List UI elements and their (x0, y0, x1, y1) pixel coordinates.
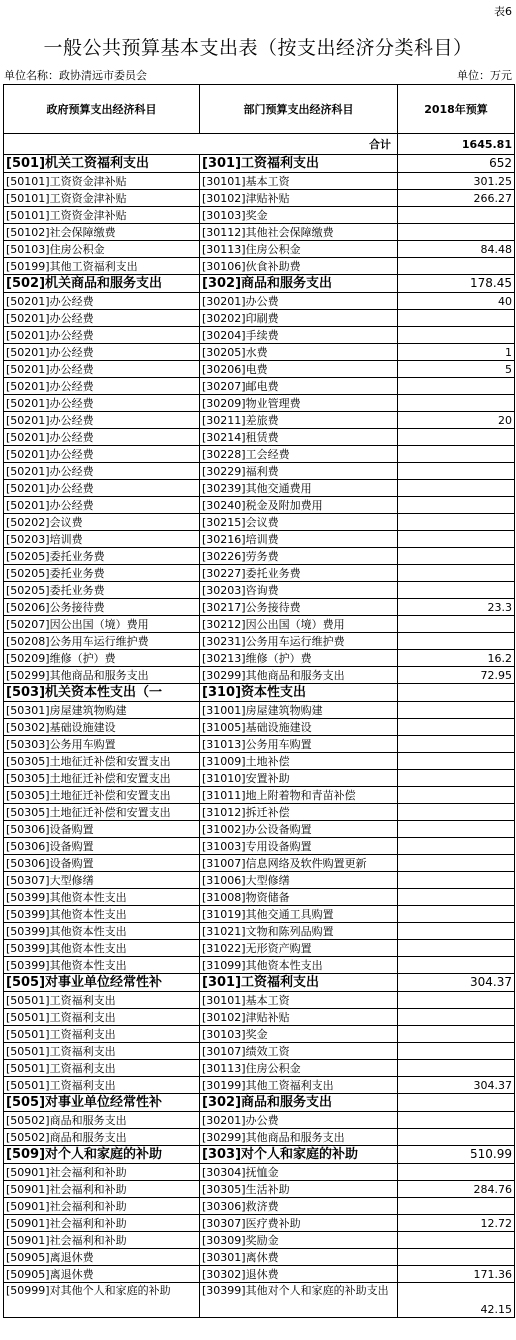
table-row (4, 293, 515, 310)
gov-subject-cell: [50299]其他商品和服务支出 (4, 667, 200, 684)
table-row (4, 1198, 515, 1215)
dept-subject-cell: [31002]办公设备购置 (200, 821, 398, 838)
dept-subject-cell: [30307]医疗费补助 (200, 1215, 398, 1232)
table-row (4, 463, 515, 480)
dept-subject-cell: [31010]安置补助 (200, 770, 398, 787)
dept-subject-cell: [30103]奖金 (200, 1026, 398, 1043)
dept-subject-cell: [30215]会议费 (200, 514, 398, 531)
amount-cell: 72.95 (398, 667, 515, 684)
gov-subject-cell: [50301]房屋建筑物购建 (4, 702, 200, 719)
table-row (4, 395, 515, 412)
gov-subject-cell: [50205]委托业务费 (4, 565, 200, 582)
gov-subject-cell: [50305]土地征迁补偿和安置支出 (4, 753, 200, 770)
gov-subject-cell: [50201]办公经费 (4, 378, 200, 395)
table-row (4, 582, 515, 599)
gov-subject-cell: [50303]公务用车购置 (4, 736, 200, 753)
amount-cell (398, 906, 515, 923)
dept-subject-cell: [310]资本性支出 (200, 684, 398, 702)
dept-subject-cell: [30299]其他商品和服务支出 (200, 667, 398, 684)
amount-cell: 12.72 (398, 1215, 515, 1232)
gov-subject-cell: [50901]社会福利和补助 (4, 1164, 200, 1181)
amount-cell: 5 (398, 361, 515, 378)
dept-subject-cell: [31013]公务用车购置 (200, 736, 398, 753)
gov-subject-cell: [50201]办公经费 (4, 327, 200, 344)
gov-subject-cell: [50201]办公经费 (4, 344, 200, 361)
dept-subject-cell: [30301]离休费 (200, 1249, 398, 1266)
amount-cell (398, 1198, 515, 1215)
dept-subject-cell: [302]商品和服务支出 (200, 1094, 398, 1112)
dept-subject-cell: [30102]津贴补贴 (200, 190, 398, 207)
category-row (4, 974, 515, 992)
amount-cell: 266.27 (398, 190, 515, 207)
gov-subject-cell: [50205]委托业务费 (4, 582, 200, 599)
gov-subject-cell: [50205]委托业务费 (4, 548, 200, 565)
table-row (4, 923, 515, 940)
dept-subject-cell: [31012]拆迁补偿 (200, 804, 398, 821)
table-row (4, 770, 515, 787)
table-row (4, 957, 515, 974)
gov-subject-cell: [50901]社会福利和补助 (4, 1181, 200, 1198)
gov-subject-cell: [50502]商品和服务支出 (4, 1112, 200, 1129)
dept-subject-cell: [30113]住房公积金 (200, 241, 398, 258)
gov-subject-cell: [50502]商品和服务支出 (4, 1129, 200, 1146)
dept-subject-cell: [30299]其他商品和服务支出 (200, 1129, 398, 1146)
table-row (4, 361, 515, 378)
dept-subject-cell: [30101]基本工资 (200, 173, 398, 190)
dept-subject-cell: [30103]奖金 (200, 207, 398, 224)
amount-cell (398, 497, 515, 514)
dept-subject-cell: [30209]物业管理费 (200, 395, 398, 412)
table-row (4, 1283, 515, 1318)
table-row (4, 633, 515, 650)
table-row (4, 531, 515, 548)
amount-cell (398, 684, 515, 702)
table-row (4, 1249, 515, 1266)
gov-subject-cell: [50501]工资福利支出 (4, 1026, 200, 1043)
gov-subject-cell: [50201]办公经费 (4, 293, 200, 310)
dept-subject-cell: [30217]公务接待费 (200, 599, 398, 616)
gov-subject-cell: [50501]工资福利支出 (4, 1009, 200, 1026)
amount-cell (398, 565, 515, 582)
table-row (4, 1266, 515, 1283)
amount-cell (398, 719, 515, 736)
category-row (4, 275, 515, 293)
amount-cell (398, 548, 515, 565)
amount-cell (398, 514, 515, 531)
header-budget-2018: 2018年预算 (398, 85, 515, 134)
amount-cell (398, 821, 515, 838)
table-row (4, 548, 515, 565)
dept-subject-cell: [31099]其他资本性支出 (200, 957, 398, 974)
dept-subject-cell: [31011]地上附着物和青苗补偿 (200, 787, 398, 804)
amount-cell (398, 992, 515, 1009)
gov-subject-cell: [50306]设备购置 (4, 855, 200, 872)
gov-subject-cell: [50101]工资资金津补贴 (4, 207, 200, 224)
table-row (4, 855, 515, 872)
gov-subject-cell: [50901]社会福利和补助 (4, 1215, 200, 1232)
dept-subject-cell: [31007]信息网络及软件购置更新 (200, 855, 398, 872)
amount-cell: 40 (398, 293, 515, 310)
amount-cell (398, 480, 515, 497)
amount-cell (398, 1232, 515, 1249)
total-value: 1645.81 (398, 134, 515, 155)
table-row (4, 1009, 515, 1026)
dept-subject-cell: [30205]水费 (200, 344, 398, 361)
dept-subject-cell: [31009]土地补偿 (200, 753, 398, 770)
amount-cell (398, 889, 515, 906)
amount-cell (398, 1249, 515, 1266)
gov-subject-cell: [50399]其他资本性支出 (4, 889, 200, 906)
gov-subject-cell: [50201]办公经费 (4, 463, 200, 480)
gov-subject-cell: [50905]离退休费 (4, 1249, 200, 1266)
amount-cell: 84.48 (398, 241, 515, 258)
amount-cell (398, 838, 515, 855)
gov-subject-cell: [50306]设备购置 (4, 821, 200, 838)
table-row (4, 753, 515, 770)
table-row (4, 241, 515, 258)
unit-name: 单位名称：政协清远市委员会 (4, 69, 147, 82)
dept-subject-cell: [30229]福利费 (200, 463, 398, 480)
amount-cell (398, 1043, 515, 1060)
header-dept-subject: 部门预算支出经济科目 (200, 85, 398, 134)
dept-subject-cell: [31019]其他交通工具购置 (200, 906, 398, 923)
gov-subject-cell: [509]对个人和家庭的补助 (4, 1146, 200, 1164)
table-row (4, 173, 515, 190)
table-header-row (4, 85, 515, 134)
amount-cell (398, 787, 515, 804)
table-row (4, 497, 515, 514)
gov-subject-cell: [50101]工资资金津补贴 (4, 190, 200, 207)
amount-cell (398, 446, 515, 463)
amount-cell (398, 872, 515, 889)
amount-cell: 178.45 (398, 275, 515, 293)
gov-subject-cell: [50307]大型修缮 (4, 872, 200, 889)
table-row (4, 1060, 515, 1077)
gov-subject-cell: [501]机关工资福利支出 (4, 155, 200, 173)
gov-subject-cell: [50999]对其他个人和家庭的补助 (4, 1283, 200, 1318)
amount-cell (398, 1026, 515, 1043)
amount-cell (398, 378, 515, 395)
gov-subject-cell: [505]对事业单位经常性补 (4, 974, 200, 992)
dept-subject-cell: [30399]其他对个人和家庭的补助支出 (200, 1283, 398, 1318)
table-row (4, 565, 515, 582)
unit-info-line (4, 67, 512, 83)
table-row (4, 1077, 515, 1094)
amount-cell (398, 753, 515, 770)
amount-cell: 301.25 (398, 173, 515, 190)
gov-subject-cell: [502]机关商品和服务支出 (4, 275, 200, 293)
amount-cell: 20 (398, 412, 515, 429)
table-row (4, 1026, 515, 1043)
dept-subject-cell: [30199]其他工资福利支出 (200, 1077, 398, 1094)
amount-cell (398, 1094, 515, 1112)
table-row (4, 207, 515, 224)
dept-subject-cell: [30228]工会经费 (200, 446, 398, 463)
dept-subject-cell: [30231]公务用车运行维护费 (200, 633, 398, 650)
amount-cell (398, 207, 515, 224)
amount-cell: 304.37 (398, 1077, 515, 1094)
table-row (4, 310, 515, 327)
table-row (4, 736, 515, 753)
gov-subject-cell: [50201]办公经费 (4, 497, 200, 514)
gov-subject-cell: [505]对事业单位经常性补 (4, 1094, 200, 1112)
amount-cell (398, 940, 515, 957)
amount-cell (398, 395, 515, 412)
dept-subject-cell: [30214]租赁费 (200, 429, 398, 446)
amount-cell (398, 463, 515, 480)
category-row (4, 155, 515, 173)
gov-subject-cell: [50101]工资资金津补贴 (4, 173, 200, 190)
gov-subject-cell: [50306]设备购置 (4, 838, 200, 855)
dept-subject-cell: [30201]办公费 (200, 1112, 398, 1129)
table-row (4, 327, 515, 344)
gov-subject-cell: [50305]土地征迁补偿和安置支出 (4, 770, 200, 787)
gov-subject-cell: [50901]社会福利和补助 (4, 1232, 200, 1249)
amount-cell (398, 1129, 515, 1146)
amount-cell (398, 258, 515, 275)
table-row (4, 1129, 515, 1146)
dept-subject-cell: [30302]退休费 (200, 1266, 398, 1283)
table-row (4, 599, 515, 616)
dept-subject-cell: [30305]生活补助 (200, 1181, 398, 1198)
amount-cell: 1 (398, 344, 515, 361)
dept-subject-cell: [31003]专用设备购置 (200, 838, 398, 855)
amount-cell: 510.99 (398, 1146, 515, 1164)
table-row (4, 224, 515, 241)
table-row (4, 446, 515, 463)
dept-subject-cell: [30216]培训费 (200, 531, 398, 548)
total-row (4, 134, 515, 155)
table-row (4, 1232, 515, 1249)
amount-cell (398, 1009, 515, 1026)
gov-subject-cell: [50399]其他资本性支出 (4, 906, 200, 923)
table-row (4, 412, 515, 429)
table-row (4, 480, 515, 497)
dept-subject-cell: [30309]奖励金 (200, 1232, 398, 1249)
page-title: 一般公共预算基本支出表（按支出经济分类科目） (43, 37, 473, 59)
dept-subject-cell: [30201]办公费 (200, 293, 398, 310)
amount-cell (398, 224, 515, 241)
table-row (4, 344, 515, 361)
gov-subject-cell: [50501]工资福利支出 (4, 992, 200, 1009)
dept-subject-cell: [30204]手续费 (200, 327, 398, 344)
dept-subject-cell: [31005]基础设施建设 (200, 719, 398, 736)
amount-cell: 284.76 (398, 1181, 515, 1198)
amount-cell (398, 633, 515, 650)
gov-subject-cell: [50103]住房公积金 (4, 241, 200, 258)
dept-subject-cell: [30212]因公出国（境）费用 (200, 616, 398, 633)
dept-subject-cell: [31006]大型修缮 (200, 872, 398, 889)
amount-cell (398, 855, 515, 872)
currency-unit: 单位：万元 (457, 69, 512, 82)
gov-subject-cell: [50399]其他资本性支出 (4, 923, 200, 940)
dept-subject-cell: [30226]劳务费 (200, 548, 398, 565)
dept-subject-cell: [30112]其他社会保障缴费 (200, 224, 398, 241)
table-row (4, 190, 515, 207)
dept-subject-cell: [31001]房屋建筑物购建 (200, 702, 398, 719)
amount-cell (398, 702, 515, 719)
amount-cell: 16.2 (398, 650, 515, 667)
table-row (4, 804, 515, 821)
dept-subject-cell: [30202]印刷费 (200, 310, 398, 327)
dept-subject-cell: [31008]物资储备 (200, 889, 398, 906)
amount-cell (398, 327, 515, 344)
dept-subject-cell: [301]工资福利支出 (200, 155, 398, 173)
gov-subject-cell: [50208]公务用车运行维护费 (4, 633, 200, 650)
gov-subject-cell: [50102]社会保障缴费 (4, 224, 200, 241)
table-row (4, 821, 515, 838)
amount-cell: 42.15 (398, 1283, 515, 1318)
dept-subject-cell: [302]商品和服务支出 (200, 275, 398, 293)
table-row (4, 1043, 515, 1060)
gov-subject-cell: [50201]办公经费 (4, 412, 200, 429)
gov-subject-cell: [50901]社会福利和补助 (4, 1198, 200, 1215)
gov-subject-cell: [50399]其他资本性支出 (4, 940, 200, 957)
dept-subject-cell: [30207]邮电费 (200, 378, 398, 395)
dept-subject-cell: [30107]绩效工资 (200, 1043, 398, 1060)
table-row (4, 719, 515, 736)
gov-subject-cell: [50305]土地征迁补偿和安置支出 (4, 804, 200, 821)
dept-subject-cell: [30213]维修（护）费 (200, 650, 398, 667)
gov-subject-cell: [50201]办公经费 (4, 310, 200, 327)
dept-subject-cell: [30211]差旅费 (200, 412, 398, 429)
dept-subject-cell: [30106]伙食补助费 (200, 258, 398, 275)
amount-cell (398, 531, 515, 548)
amount-cell (398, 1164, 515, 1181)
table-row (4, 1215, 515, 1232)
gov-subject-cell: [50202]会议费 (4, 514, 200, 531)
dept-subject-cell: [30102]津贴补贴 (200, 1009, 398, 1026)
table-row (4, 940, 515, 957)
amount-cell (398, 1112, 515, 1129)
dept-subject-cell: [30101]基本工资 (200, 992, 398, 1009)
table-row (4, 1164, 515, 1181)
dept-subject-cell: [30203]咨询费 (200, 582, 398, 599)
category-row (4, 684, 515, 702)
amount-cell (398, 770, 515, 787)
gov-subject-cell: [50302]基础设施建设 (4, 719, 200, 736)
budget-table (3, 84, 515, 1318)
gov-subject-cell: [50203]培训费 (4, 531, 200, 548)
gov-subject-cell: [50305]土地征迁补偿和安置支出 (4, 787, 200, 804)
gov-subject-cell: [50501]工资福利支出 (4, 1077, 200, 1094)
amount-cell: 304.37 (398, 974, 515, 992)
dept-subject-cell: [301]工资福利支出 (200, 974, 398, 992)
amount-cell: 23.3 (398, 599, 515, 616)
gov-subject-cell: [50201]办公经费 (4, 395, 200, 412)
table-row (4, 1181, 515, 1198)
gov-subject-cell: [50399]其他资本性支出 (4, 957, 200, 974)
table-row (4, 650, 515, 667)
table-row (4, 1112, 515, 1129)
amount-cell (398, 1060, 515, 1077)
dept-subject-cell: [30206]电费 (200, 361, 398, 378)
dept-subject-cell: [31022]无形资产购置 (200, 940, 398, 957)
table-row (4, 702, 515, 719)
gov-subject-cell: [50201]办公经费 (4, 446, 200, 463)
dept-subject-cell: [30306]救济费 (200, 1198, 398, 1215)
dept-subject-cell: [30113]住房公积金 (200, 1060, 398, 1077)
amount-cell: 652 (398, 155, 515, 173)
dept-subject-cell: [30239]其他交通费用 (200, 480, 398, 497)
gov-subject-cell: [50206]公务接待费 (4, 599, 200, 616)
gov-subject-cell: [50199]其他工资福利支出 (4, 258, 200, 275)
table-number-label: 表6 (494, 5, 512, 18)
amount-cell (398, 923, 515, 940)
amount-cell: 171.36 (398, 1266, 515, 1283)
total-label: 合计 (4, 134, 398, 155)
amount-cell (398, 804, 515, 821)
amount-cell (398, 957, 515, 974)
amount-cell (398, 429, 515, 446)
dept-subject-cell: [31021]文物和陈列品购置 (200, 923, 398, 940)
gov-subject-cell: [50201]办公经费 (4, 361, 200, 378)
table-row (4, 872, 515, 889)
gov-subject-cell: [50501]工资福利支出 (4, 1043, 200, 1060)
table-row (4, 429, 515, 446)
table-row (4, 616, 515, 633)
gov-subject-cell: [50201]办公经费 (4, 480, 200, 497)
dept-subject-cell: [30304]抚恤金 (200, 1164, 398, 1181)
table-row (4, 514, 515, 531)
table-row (4, 378, 515, 395)
dept-subject-cell: [303]对个人和家庭的补助 (200, 1146, 398, 1164)
header-gov-subject: 政府预算支出经济科目 (4, 85, 200, 134)
table-row (4, 787, 515, 804)
amount-cell (398, 310, 515, 327)
table-row (4, 838, 515, 855)
table-row (4, 906, 515, 923)
table-row (4, 667, 515, 684)
category-row (4, 1146, 515, 1164)
dept-subject-cell: [30227]委托业务费 (200, 565, 398, 582)
gov-subject-cell: [50905]离退休费 (4, 1266, 200, 1283)
amount-cell (398, 582, 515, 599)
gov-subject-cell: [503]机关资本性支出（一 (4, 684, 200, 702)
table-row (4, 992, 515, 1009)
gov-subject-cell: [50501]工资福利支出 (4, 1060, 200, 1077)
category-row (4, 1094, 515, 1112)
amount-cell (398, 616, 515, 633)
amount-cell (398, 736, 515, 753)
gov-subject-cell: [50209]维修（护）费 (4, 650, 200, 667)
table-row (4, 258, 515, 275)
table-row (4, 889, 515, 906)
gov-subject-cell: [50201]办公经费 (4, 429, 200, 446)
dept-subject-cell: [30240]税金及附加费用 (200, 497, 398, 514)
gov-subject-cell: [50207]因公出国（境）费用 (4, 616, 200, 633)
